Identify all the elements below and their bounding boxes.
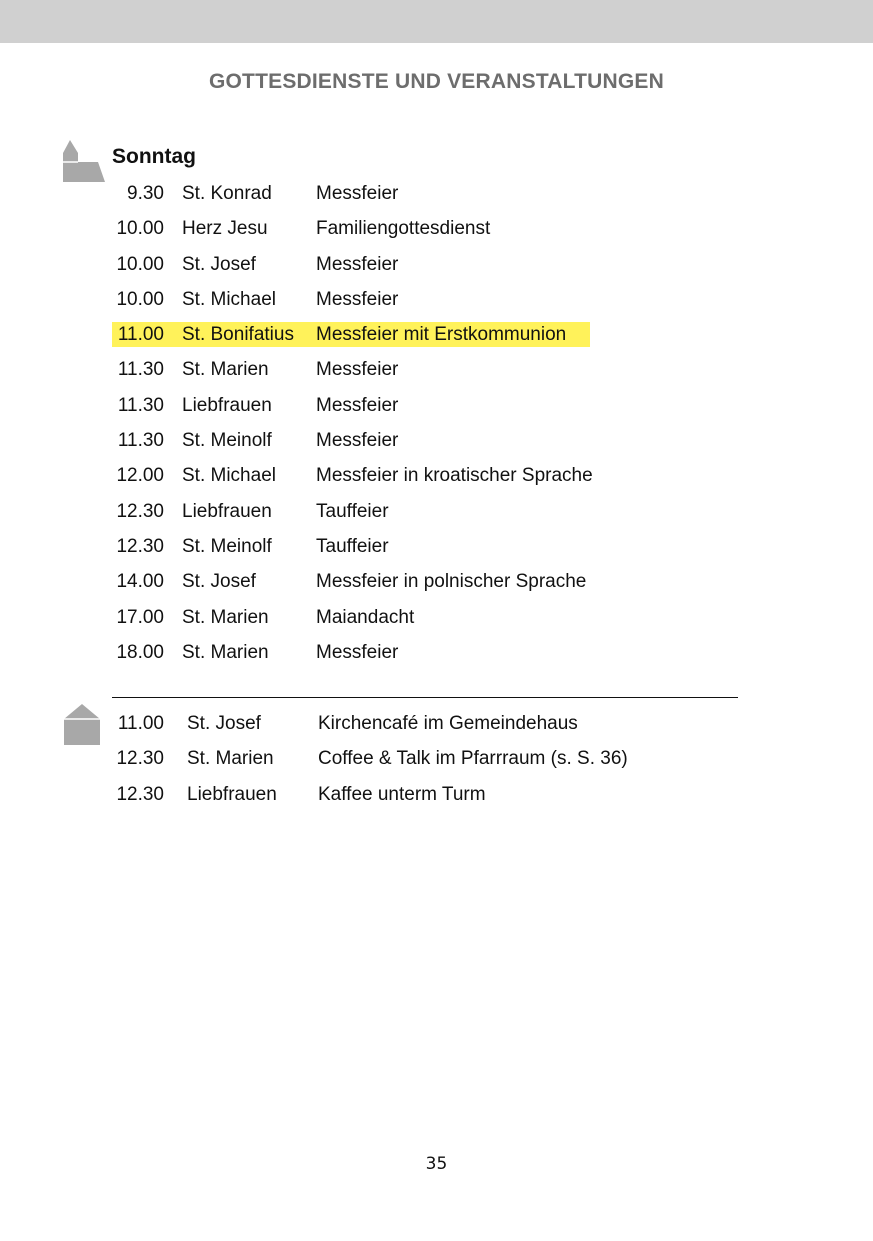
row-time: 10.00 xyxy=(116,253,164,275)
row-time: 9.30 xyxy=(127,183,164,204)
schedule-row xyxy=(112,706,752,741)
schedule-row xyxy=(112,458,752,493)
row-event: Tauffeier xyxy=(316,535,389,557)
row-event: Messfeier in kroatischer Sprache xyxy=(316,465,593,487)
row-place: St. Meinolf xyxy=(182,430,272,452)
row-time: 11.30 xyxy=(117,430,164,452)
schedule-row xyxy=(112,600,752,635)
top-bar xyxy=(0,0,873,43)
schedule-row xyxy=(112,317,752,352)
schedule-row xyxy=(112,741,752,776)
row-event: Messfeier xyxy=(316,641,399,663)
schedule-row xyxy=(112,211,752,246)
row-time: 17.00 xyxy=(116,606,164,628)
row-place: St. Michael xyxy=(182,288,276,310)
row-time: 11.00 xyxy=(117,713,164,734)
row-event: Messfeier in polnischer Sprache xyxy=(316,571,587,593)
row-time: 12.30 xyxy=(116,535,164,557)
row-time: 18.00 xyxy=(116,641,164,663)
row-time: 12.30 xyxy=(116,783,164,805)
schedule-row xyxy=(112,282,752,317)
row-place: St. Meinolf xyxy=(182,535,272,557)
schedule-row xyxy=(112,635,752,670)
row-event: Messfeier mit Erstkommunion xyxy=(316,324,567,346)
row-event: Messfeier xyxy=(316,288,399,310)
section-divider xyxy=(112,697,738,698)
row-time: 11.30 xyxy=(117,394,164,416)
row-place: Liebfrauen xyxy=(187,783,277,805)
schedule-row xyxy=(112,352,752,387)
page-number: 35 xyxy=(425,1154,448,1174)
row-place: St. Konrad xyxy=(182,183,272,204)
row-time: 12.00 xyxy=(116,465,164,487)
schedule-row xyxy=(112,176,752,211)
row-event: Kaffee unterm Turm xyxy=(318,783,486,805)
page-title: GOTTESDIENSTE UND VERANSTALTUNGEN xyxy=(208,70,664,93)
row-place: St. Marien xyxy=(187,748,274,770)
community-schedule xyxy=(112,706,752,812)
row-place: St. Josef xyxy=(182,571,256,593)
row-event: Messfeier xyxy=(316,253,399,275)
schedule-row xyxy=(112,247,752,282)
row-time: 12.30 xyxy=(116,500,164,522)
row-place: St. Josef xyxy=(187,713,261,734)
row-place: St. Michael xyxy=(182,465,276,487)
row-place: St. Marien xyxy=(182,359,269,381)
row-place: Liebfrauen xyxy=(182,394,272,416)
row-place: St. Marien xyxy=(182,641,269,663)
schedule-row xyxy=(112,388,752,423)
row-time: 12.30 xyxy=(116,748,164,770)
row-time: 11.30 xyxy=(117,359,164,381)
row-event: Messfeier xyxy=(316,359,399,381)
house-icon xyxy=(62,702,102,746)
schedule-row xyxy=(112,564,752,599)
schedule-row xyxy=(112,423,752,458)
row-time: 10.00 xyxy=(116,218,164,240)
church-icon xyxy=(58,139,106,183)
row-event: Maiandacht xyxy=(316,606,415,628)
row-event: Kirchencafé im Gemeindehaus xyxy=(318,713,578,734)
row-time: 10.00 xyxy=(116,288,164,310)
row-event: Familiengottesdienst xyxy=(316,218,491,240)
row-event: Coffee & Talk im Pfarrraum (s. S. 36) xyxy=(318,748,628,770)
section-heading-sunday: Sonntag xyxy=(112,145,196,168)
row-event: Messfeier xyxy=(316,183,399,204)
schedule-row xyxy=(112,494,752,529)
schedule-row xyxy=(112,529,752,564)
row-time: 11.00 xyxy=(117,324,164,346)
row-event: Messfeier xyxy=(316,394,399,416)
row-place: St. Bonifatius xyxy=(182,324,294,346)
row-place: Herz Jesu xyxy=(182,218,268,240)
sunday-schedule xyxy=(112,176,752,670)
row-place: Liebfrauen xyxy=(182,500,272,522)
schedule-row xyxy=(112,777,752,812)
row-time: 14.00 xyxy=(116,571,164,593)
row-place: St. Josef xyxy=(182,253,256,275)
row-place: St. Marien xyxy=(182,606,269,628)
row-event: Tauffeier xyxy=(316,500,389,522)
row-event: Messfeier xyxy=(316,430,399,452)
